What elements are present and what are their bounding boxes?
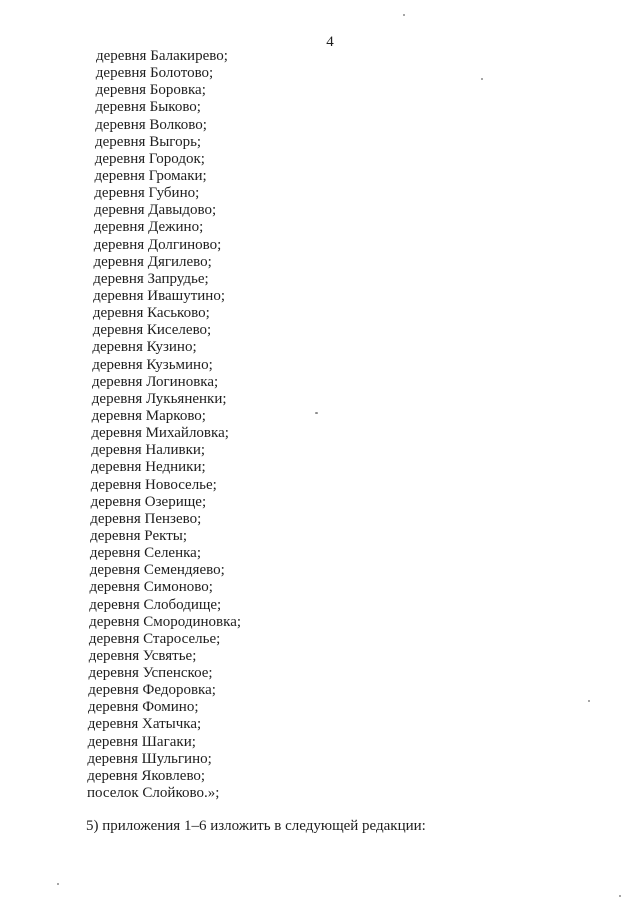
settlement-item: деревня Каськово; [92, 305, 210, 322]
settlement-item: деревня Смородиновка; [89, 613, 242, 630]
settlement-item: деревня Фомино; [88, 699, 199, 716]
settlement-item: деревня Федоровка; [88, 682, 216, 699]
settlement-item: деревня Озерище; [90, 493, 207, 510]
settlement-item: деревня Долгиново; [93, 236, 222, 253]
settlement-item: деревня Кузино; [92, 339, 197, 356]
settlement-item: деревня Городок; [94, 150, 205, 167]
settlement-item: деревня Селенка; [89, 545, 201, 562]
settlement-item: деревня Успенское; [88, 665, 213, 682]
settlement-item: деревня Недники; [91, 459, 206, 476]
scan-speck [57, 883, 59, 885]
settlement-list [0, 48, 242, 802]
settlement-item: деревня Симоново; [89, 579, 213, 596]
settlement-item: деревня Дежино; [93, 219, 204, 236]
settlement-item: деревня Наливки; [91, 442, 206, 459]
scan-speck [481, 78, 483, 80]
settlement-item: деревня Болотово; [95, 65, 214, 82]
settlement-item: деревня Марково; [91, 407, 206, 424]
settlement-item: деревня Боровка; [95, 82, 206, 99]
settlement-item: деревня Давыдово; [94, 202, 217, 219]
settlement-item: деревня Ивашутино; [93, 287, 226, 304]
settlement-item: деревня Ректы; [90, 527, 187, 544]
scan-speck [403, 14, 405, 16]
settlement-item: деревня Яковлево; [87, 767, 206, 784]
settlement-item: поселок Слойково.»; [87, 785, 220, 802]
settlement-item: деревня Губино; [94, 185, 200, 202]
settlement-item: деревня Выгорь; [95, 133, 202, 150]
scan-speck [315, 412, 318, 414]
settlement-item: деревня Громаки; [94, 167, 207, 184]
scan-speck [588, 700, 590, 702]
settlement-item: деревня Кузьмино; [92, 356, 213, 373]
settlement-item: деревня Лукьяненки; [91, 390, 227, 407]
settlement-item: деревня Дягилево; [93, 253, 212, 270]
settlement-item: деревня Хатычка; [87, 716, 202, 733]
settlement-item: деревня Новоселье; [90, 476, 217, 493]
settlement-item: деревня Слободище; [89, 596, 222, 613]
settlement-item: деревня Логиновка; [92, 373, 219, 390]
settlement-item: деревня Староселье; [88, 630, 221, 647]
settlement-item: деревня Быково; [95, 99, 201, 116]
settlement-item: деревня Волково; [95, 116, 207, 133]
settlement-item: деревня Шагаки; [87, 733, 196, 750]
settlement-item: деревня Шульгино; [87, 750, 212, 767]
settlement-item: деревня Киселево; [92, 322, 212, 339]
page-number: 4 [326, 34, 334, 50]
settlement-item: деревня Запрудье; [93, 270, 209, 287]
settlement-item: деревня Михайловка; [91, 425, 229, 442]
settlement-item: деревня Семендяево; [89, 562, 225, 579]
settlement-item: деревня Пензево; [90, 510, 202, 527]
settlement-item: деревня Балакирево; [96, 48, 228, 64]
scan-speck [619, 895, 621, 897]
settlement-item: деревня Усвятье; [88, 647, 197, 664]
final-item-text: 5) приложения 1–6 изложить в следующей редакции: [86, 818, 426, 834]
